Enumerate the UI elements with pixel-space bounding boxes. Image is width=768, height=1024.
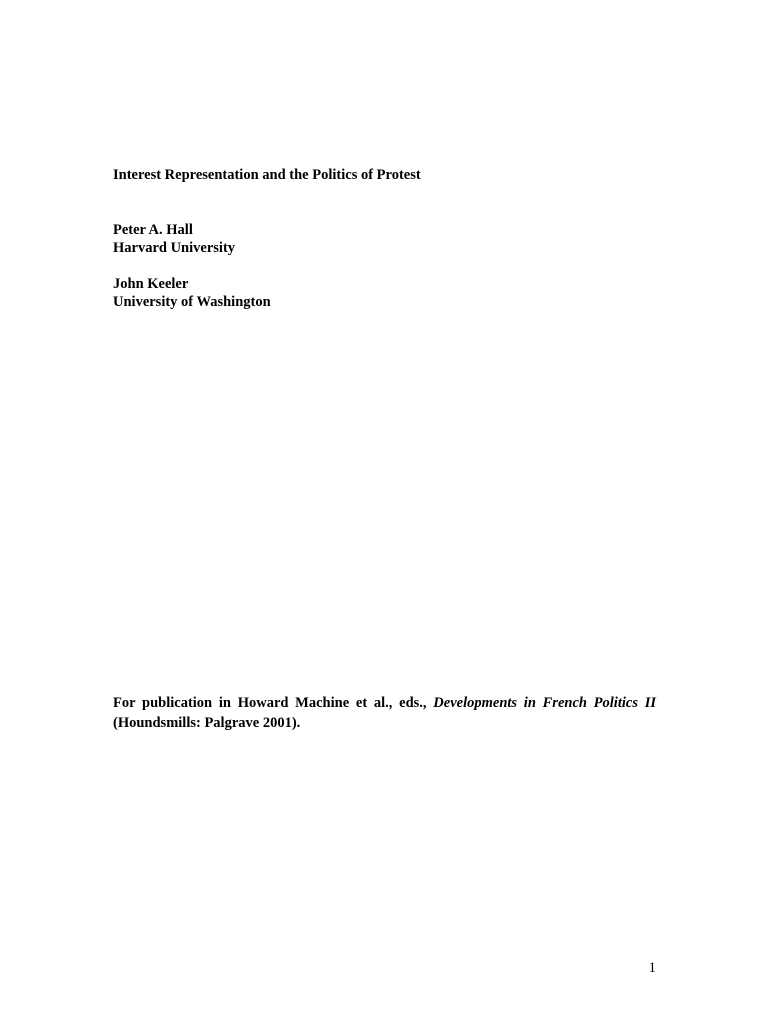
author-name: Peter A. Hall (113, 222, 193, 238)
publication-note (113, 693, 656, 733)
page-number: 1 (648, 960, 656, 976)
publication-note-line-1 (113, 693, 656, 713)
book-title: Developments in French Politics II (433, 695, 656, 711)
publication-prefix: For publication in Howard Machine et al., eds., (113, 695, 434, 711)
author-name: John Keeler (113, 276, 189, 292)
publication-suffix: (Houndsmills: Palgrave 2001). (113, 715, 301, 731)
author-affiliation: Harvard University (113, 240, 236, 256)
author-affiliation: University of Washington (113, 294, 271, 310)
document-title: Interest Representation and the Politics of Protest (113, 167, 421, 183)
